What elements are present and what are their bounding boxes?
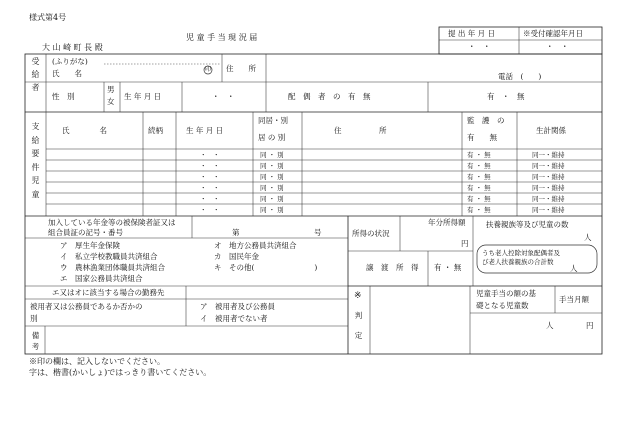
child-custody-header-1: 監 護 の — [467, 116, 505, 125]
civil-label-2: 別 — [30, 314, 38, 323]
phone-label: 電話 ( ) — [498, 72, 542, 81]
recipient-label: 大 山 崎 町 長 殿 — [42, 43, 103, 52]
name-field[interactable] — [104, 68, 199, 80]
child-custody-field[interactable]: 有 ・ 無 — [467, 184, 491, 192]
child-cohab-header-1: 同居・別 — [258, 116, 288, 125]
birth-label: 生 年 月 日 — [124, 92, 162, 101]
pension-option-a[interactable]: ア 厚生年金保険 — [60, 241, 120, 250]
child-livelihood-field[interactable]: 同一・維持 — [532, 184, 565, 192]
applicant-vert-label: 受給者 — [31, 57, 40, 92]
child-cohab-field[interactable]: 同 ・ 別 — [260, 151, 284, 159]
pension-dai: 第 — [232, 228, 240, 237]
child-custody-header-2: 有 無 — [467, 133, 497, 142]
pension-go: 号 — [314, 228, 322, 237]
dependents-label: 扶養親族等及び児童の数 — [486, 220, 569, 229]
office-basis-label-2: 礎となる児童数 — [476, 301, 529, 310]
child-birth-field[interactable]: ・ ・ — [200, 162, 220, 170]
dependents-nin: 人 — [584, 233, 592, 242]
footnote-1: ※印の欄は、記入しないでください。 — [29, 357, 165, 366]
gender-female-option[interactable]: 女 — [107, 97, 115, 106]
furigana-field[interactable] — [104, 58, 204, 66]
child-cohab-field[interactable]: 同 ・ 別 — [260, 184, 284, 192]
pension-option-e[interactable]: エ 国家公務員共済組合 — [60, 274, 143, 283]
child-custody-field[interactable]: 有 ・ 無 — [467, 162, 491, 170]
furigana-label: (ふりがな) — [52, 57, 88, 66]
child-birth-field[interactable]: ・ ・ — [200, 195, 220, 203]
civil-option-i[interactable]: イ 被用者でない者 — [200, 314, 268, 323]
pension-label-1: 加入している年金等の被保険者証又は — [48, 218, 176, 227]
submit-date-field[interactable]: ・ ・ — [468, 42, 491, 51]
child-custody-field[interactable]: 有 ・ 無 — [467, 151, 491, 159]
gender-label: 性 別 — [52, 92, 75, 101]
child-cohab-header-2: 居 の 別 — [258, 133, 286, 142]
child-cohab-field[interactable]: 同 ・ 別 — [260, 162, 284, 170]
transfer-label: 譲 渡 所 得 — [366, 263, 419, 272]
child-custody-field[interactable]: 有 ・ 無 — [467, 206, 491, 214]
child-birth-field[interactable]: ・ ・ — [200, 184, 220, 192]
income-status-label: 所得の状況 — [352, 229, 390, 238]
child-cohab-field[interactable]: 同 ・ 別 — [260, 195, 284, 203]
civil-option-a[interactable]: ア 被用者及び公務員 — [200, 302, 275, 311]
pension-option-ki[interactable]: キ その他( ) — [214, 263, 318, 272]
child-livelihood-header: 生計関係 — [536, 126, 566, 135]
spouse-label: 配 偶 者 の 有 無 — [288, 92, 371, 101]
income-annual-label: 年分所得額 — [428, 218, 466, 227]
workplace-label: エ又はオに該当する場合の勤務先 — [52, 288, 165, 297]
submit-date-label: 提 出 年 月 日 — [448, 29, 496, 38]
footnote-2: 字は、楷書(かいしょ)ではっきり書いてください。 — [29, 368, 212, 377]
spouse-field[interactable]: 有 ・ 無 — [487, 92, 525, 101]
office-monthly-label: 手当月額 — [559, 295, 589, 304]
form-number: 様式第4号 — [29, 13, 67, 22]
child-birth-field[interactable]: ・ ・ — [200, 206, 220, 214]
address-field[interactable] — [270, 58, 590, 70]
child-livelihood-field[interactable]: 同一・維持 — [532, 173, 565, 181]
pension-number-field[interactable] — [244, 226, 310, 236]
pension-option-u[interactable]: ウ 農林漁業団体職員共済組合 — [60, 263, 165, 272]
office-judgement-label: 判 定 — [354, 311, 370, 340]
office-nin: 人 — [546, 321, 554, 330]
pension-option-ka[interactable]: カ 国民年金 — [214, 252, 259, 261]
office-yen: 円 — [586, 321, 594, 330]
child-birth-field[interactable]: ・ ・ — [200, 151, 220, 159]
child-cohab-field[interactable]: 同 ・ 別 — [260, 206, 284, 214]
child-custody-field[interactable]: 有 ・ 無 — [467, 195, 491, 203]
income-annual-field[interactable] — [404, 230, 456, 240]
child-livelihood-field[interactable]: 同一・維持 — [532, 162, 565, 170]
income-yen: 円 — [461, 239, 469, 248]
remarks-field[interactable] — [50, 330, 342, 350]
child-livelihood-field[interactable]: 同一・維持 — [532, 206, 565, 214]
child-livelihood-field[interactable]: 同一・維持 — [532, 195, 565, 203]
children-vert-label: 支給要件児童 — [31, 122, 40, 199]
transfer-field[interactable]: 有 ・ 無 — [434, 263, 462, 272]
child-custody-field[interactable]: 有 ・ 無 — [467, 173, 491, 181]
form-title: 児 童 手 当 現 況 届 — [186, 33, 258, 42]
pension-option-o[interactable]: オ 地方公務員共済組合 — [214, 241, 297, 250]
receipt-date-label: ※受付確認年月日 — [523, 29, 583, 38]
paren-nin: 人 — [570, 264, 578, 273]
workplace-field[interactable] — [190, 289, 340, 298]
child-birth-header: 生 年 月 日 — [186, 126, 224, 135]
seal-mark: 印 — [205, 66, 212, 73]
child-birth-field[interactable]: ・ ・ — [200, 173, 220, 181]
paren-label-1: うち老人控除対象配偶者及 — [482, 249, 560, 257]
office-basis-label-1: 児童手当の額の基 — [476, 289, 536, 298]
child-cohab-field[interactable]: 同 ・ 別 — [260, 173, 284, 181]
gender-male-option[interactable]: 男 — [107, 85, 115, 94]
civil-label-1: 被用者又は公務員であるか否かの — [30, 302, 143, 311]
receipt-date-field: ・ ・ — [546, 42, 569, 51]
paren-label-2: び老人扶養親族の合計数 — [482, 258, 554, 266]
remarks-label: 備考 — [31, 331, 40, 352]
birth-field[interactable]: ・ ・ — [212, 92, 235, 101]
pension-option-i[interactable]: イ 私立学校教職員共済組合 — [60, 252, 158, 261]
child-address-header: 住 所 — [334, 126, 387, 135]
pension-label-2: 組合員証の記号・番号 — [48, 228, 123, 237]
address-label: 住 所 — [226, 64, 256, 73]
child-name-header: 氏 名 — [62, 126, 107, 135]
child-relation-header: 続柄 — [148, 126, 163, 135]
name-label: 氏 名 — [52, 69, 82, 78]
office-mark: ※ — [354, 291, 362, 301]
child-livelihood-field[interactable]: 同一・維持 — [532, 151, 565, 159]
